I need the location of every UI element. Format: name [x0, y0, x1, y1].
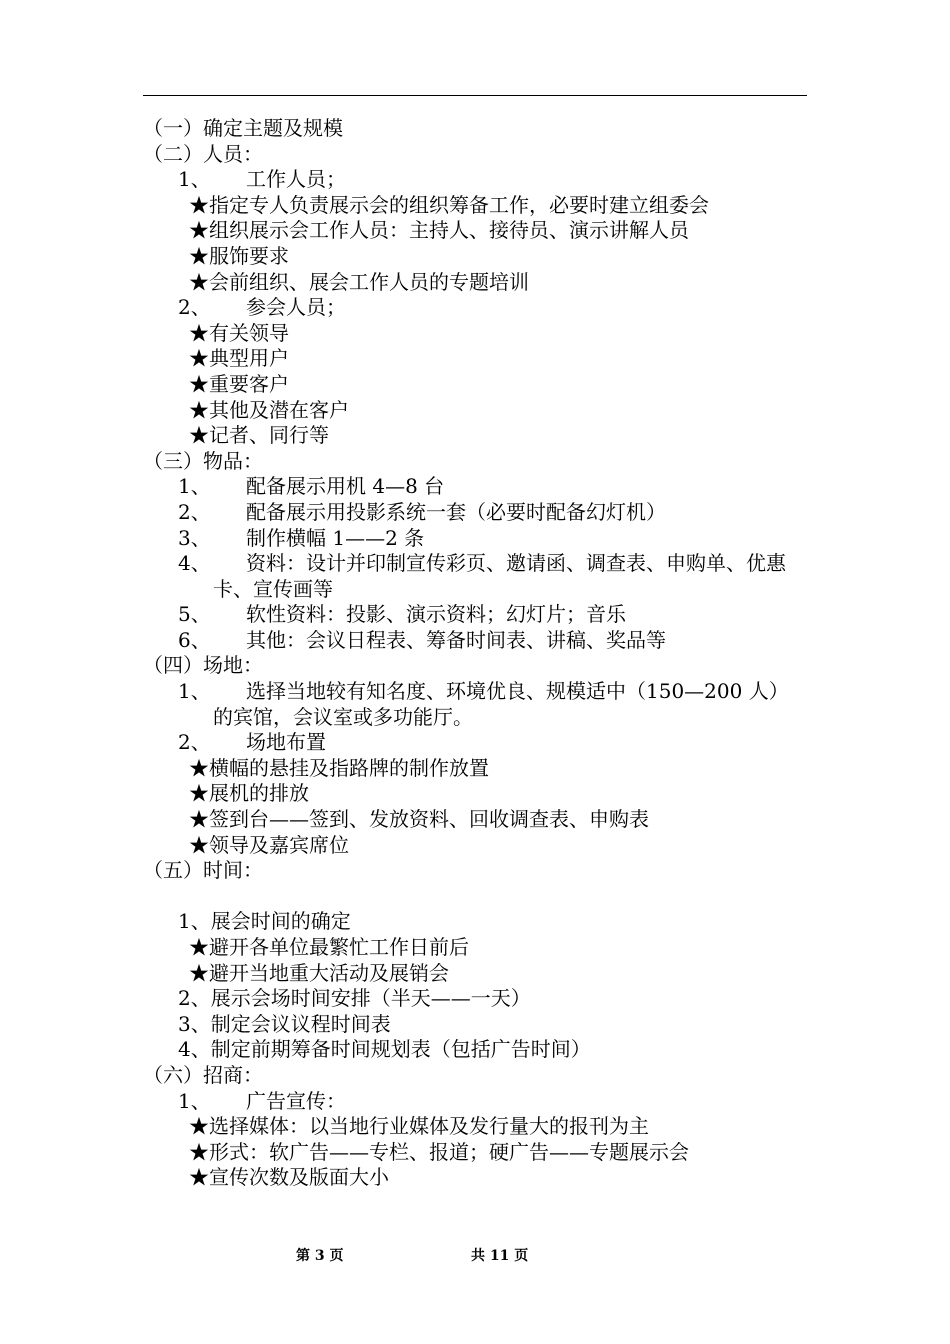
item-text: 配备展示用机 4—8 台: [246, 474, 445, 499]
numbered-item: [143, 526, 807, 552]
item-text: 配备展示用投影系统一套（必要时配备幻灯机）: [246, 499, 666, 524]
bullet-item: ★领导及嘉宾席位: [189, 832, 349, 857]
bullet-item: ★重要客户: [189, 371, 289, 396]
numbered-item: [143, 909, 807, 935]
bullet-item: ★会前组织、展会工作人员的专题培训: [189, 269, 529, 294]
item-number: 2、: [178, 986, 211, 1011]
bullet-item: ★有关领导: [189, 320, 289, 345]
item-number: 6、: [178, 627, 211, 652]
bullet-item: ★避开当地重大活动及展销会: [189, 960, 449, 985]
item-number: 2、: [178, 499, 211, 524]
item-number: 3、: [178, 1011, 211, 1036]
bullet-item: ★展机的排放: [189, 781, 309, 806]
item-text-continuation: 的宾馆，会议室或多功能厅。: [213, 704, 473, 729]
numbered-item: [143, 1012, 807, 1038]
item-text: 场地布置: [246, 730, 326, 755]
item-text: 制定前期筹备时间规划表（包括广告时间）: [210, 1037, 591, 1062]
numbered-item: [143, 551, 807, 602]
item-text: 展示会场时间安排（半天——一天）: [210, 986, 531, 1011]
item-number: 4、: [178, 1037, 211, 1062]
item-number: 1、: [178, 167, 211, 192]
numbered-item: [143, 730, 807, 756]
bullet-item: ★服饰要求: [189, 243, 289, 268]
item-text: 参会人员；: [246, 295, 346, 320]
numbered-item: [143, 167, 807, 193]
bullet-item: ★指定专人负责展示会的组织筹备工作，必要时建立组委会: [189, 192, 709, 217]
section-heading: （六）招商：: [143, 1062, 263, 1087]
numbered-item: [143, 500, 807, 526]
item-text: 资料：设计并印制宣传彩页、邀请函、调查表、申购单、优惠: [246, 551, 786, 576]
numbered-item: [143, 628, 807, 654]
bullet-item: ★避开各单位最繁忙工作日前后: [189, 935, 469, 959]
item-number: 4、: [178, 551, 211, 576]
item-number: 1、: [178, 474, 211, 499]
section-heading: （三）物品：: [143, 448, 263, 473]
item-number: 1、: [178, 679, 211, 704]
bullet-item: ★典型用户: [189, 346, 289, 371]
item-text: 制作横幅 1——2 条: [246, 525, 425, 550]
section-heading: （二）人员：: [143, 141, 263, 166]
numbered-item: [143, 602, 807, 628]
numbered-item: [143, 679, 807, 730]
section-heading: （四）场地：: [143, 653, 263, 678]
numbered-item: [143, 474, 807, 500]
bullet-item: ★其他及潜在客户: [189, 397, 349, 422]
item-text: 制定会议议程时间表: [210, 1011, 391, 1036]
item-number: 2、: [178, 295, 211, 320]
bullet-item: ★记者、同行等: [189, 423, 329, 448]
bullet-item: ★横幅的悬挂及指路牌的制作放置: [189, 755, 489, 780]
item-number: 2、: [178, 730, 211, 755]
item-text: 软性资料：投影、演示资料；幻灯片；音乐: [246, 602, 626, 627]
item-text: 广告宣传：: [246, 1088, 346, 1113]
item-number: 3、: [178, 525, 211, 550]
numbered-item: [143, 1037, 807, 1063]
document-body: [143, 116, 807, 1191]
blank-line: [143, 884, 807, 910]
item-text: 展会时间的确定: [210, 909, 351, 934]
item-text-continuation: 卡、宣传画等: [213, 576, 333, 601]
bullet-item: ★形式：软广告——专栏、报道；硬广告——专题展示会: [189, 1139, 689, 1164]
section-heading: （五）时间：: [143, 858, 263, 883]
item-number: 5、: [178, 602, 211, 627]
page-total: 共 11 页: [471, 1248, 529, 1264]
item-text: 工作人员；: [246, 167, 346, 192]
item-text: 选择当地较有知名度、环境优良、规模适中（150—200 人）: [246, 679, 789, 704]
numbered-item: [143, 986, 807, 1012]
bullet-item: ★选择媒体：以当地行业媒体及发行量大的报刊为主: [189, 1114, 649, 1139]
section-heading: （一）确定主题及规模: [143, 116, 343, 140]
bullet-item: ★组织展示会工作人员：主持人、接待员、演示讲解人员: [189, 218, 689, 243]
item-number: 1、: [178, 909, 211, 934]
header-rule: [143, 95, 807, 96]
numbered-item: [143, 295, 807, 321]
item-text: 其他：会议日程表、筹备时间表、讲稿、奖品等: [246, 627, 666, 652]
page-number: 第 3 页: [296, 1248, 344, 1264]
bullet-item: ★签到台——签到、发放资料、回收调查表、申购表: [189, 807, 649, 832]
numbered-item: [143, 1089, 807, 1115]
item-number: 1、: [178, 1088, 211, 1113]
bullet-item: ★宣传次数及版面大小: [189, 1165, 389, 1190]
